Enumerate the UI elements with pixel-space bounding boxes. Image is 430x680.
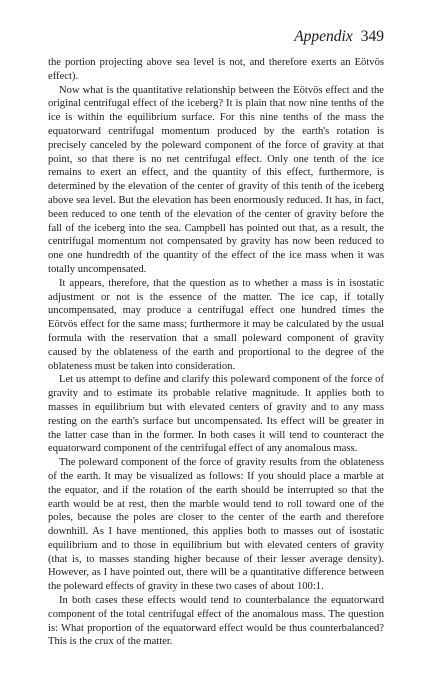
paragraph: In both cases these effects would tend to counterbalance the equatorward component of the total centrifugal effect of the anomalous mass. The question is: What proportion of the equatorward effect would be thus counterbalanced? This is the crux of the matter.: [48, 595, 384, 648]
page-number: 349: [360, 28, 384, 45]
paragraph: Let us attempt to define and clarify this poleward component of the force of gravity and to estimate its probable relative magnitude. It applies both to masses in equilibrium but with elevated centers of gravity and to any mass resting on the earth's surface but uncompensated. Its effect will be greater in the latter case than in the former. In both cases it will tend to counteract the equatorward component of the centrifugal effect of any anomalous mass.: [48, 374, 384, 455]
paragraph: It appears, therefore, that the question as to whether a mass is in isostatic adjustment or not is the essence of the matter. The ice cap, if totally uncompensated, may produce a centrifugal effect one hundred times the Eötvös effect for the same mass; furthermore it may be calculated by the usual formula with the reservation that a small poleward component of gravity caused by the oblateness of the earth and proportional to the degree of the oblateness must be taken into consideration.: [48, 277, 384, 372]
paragraph: Now what is the quantitative relationship between the Eötvös effect and the original centrifugal effect of the iceberg? It is plain that now nine tenths of the ice is within the equilibrium surface. For this nine tenths of the mass the equatorward centrifugal momentum produced by the earth's rotation is precisely canceled by the poleward component of the force of gravity at that point, so that there is no net centrifugal effect. Only one tenth of the ice remains to exert an effect, and the quantity of this effect, furthermore, is determined by the elevation of the center of gravity of this tenth of the iceberg above sea level. But the elevation has been enormously reduced. It has, in fact, been reduced to one tenth of the elevation of the center of gravity before the fall of the iceberg into the sea. Campbell has pointed out that, as a result, the centrifugal momentum not compensated by gravity has now been reduced to one one hundredth of the quantity of the effect of the ice mass when it was totally uncompensated.: [48, 84, 384, 275]
paragraph-continued: the portion projecting above sea level is not, and therefore exerts an Eötvös effect).: [48, 57, 384, 82]
running-head: [294, 28, 384, 46]
book-page: [48, 0, 384, 680]
running-head-title: Appendix: [294, 28, 353, 45]
paragraph: The poleward component of the force of gravity results from the oblateness of the earth. It may be visualized as follows: If you should place a marble at the equator, and if the rotation of the earth should be interrupted so that the earth would be at rest, then the marble would tend to roll toward one of the poles, because the poles are closer to the center of the earth and therefore downhill. As I have mentioned, this applies both to masses out of isostatic equilibrium and to those in equilibrium but with elevated centers of gravity (that is, to masses standing higher because of their lesser average density). However, as I have pointed out, there will be a quantitative difference between the poleward effects of gravity in these two cases of about 100:1.: [48, 457, 384, 593]
body-text: [48, 56, 384, 649]
